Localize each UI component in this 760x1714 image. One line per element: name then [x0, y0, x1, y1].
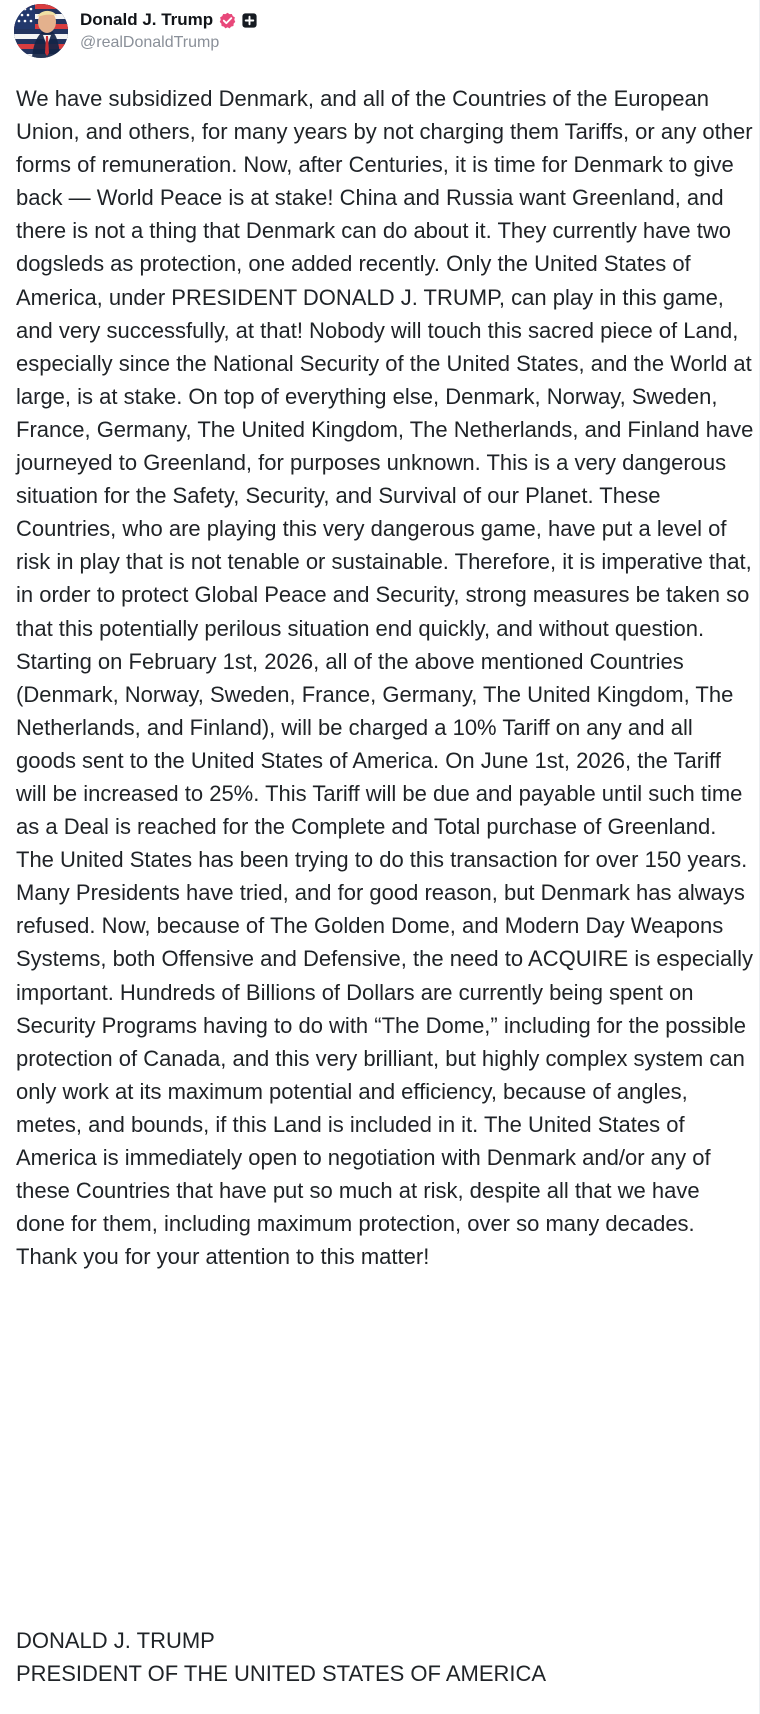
signature-name: DONALD J. TRUMP: [16, 1628, 215, 1653]
signature-title: PRESIDENT OF THE UNITED STATES OF AMERICA: [16, 1661, 547, 1686]
author-handle[interactable]: @realDonaldTrump: [80, 34, 220, 51]
plus-square-icon[interactable]: [241, 12, 258, 29]
post-body: [16, 82, 754, 1273]
post-body-text: We have subsidized Denmark, and all of the Countries of the European Union, and others, for many years by not charging them Tariffs, or any other forms of remuneration. Now, after Centuries, it is time for Denmark to give back — World Peace is at stake! China and Russia want Greenland, and there is not a thing that Denmark can do about it. They currently have two dogsleds as protection, one added recently. Only the United States of America, under PRESIDENT DONALD J. TRUMP, can play in this game, and very successfully, at that! Nobody will touch this sacred piece of Land, especially since the National Security of the United States, and the World at large, is at stake. On top of everything else, Denmark, Norway, Sweden, France, Germany, The United Kingdom, The Netherlands, and Finland have journeyed to Greenland, for purposes unknown. This is a very dangerous situation for the Safety, Security, and Survival of our Planet. These Countries, who are playing this very dangerous game, have put a level of risk in play that is not tenable or sustainable. Therefore, it is imperative that, in order to protect Global Peace and Security, strong measures be taken so that this potentially perilous situation end quickly, and without question. Starting on February 1st, 2026, all of the above mentioned Countries (Denmark, Norway, Sweden, France, Germany, The United Kingdom, The Netherlands, and Finland), will be charged a 10% Tariff on any and all goods sent to the United States of America. On June 1st, 2026, the Tariff will be increased to 25%. This Tariff will be due and payable until such time as a Deal is reached for the Complete and Total purchase of Greenland. The United States has been trying to do this transaction for over 150 years. Many Presidents have tried, and for good reason, but Denmark has always refused. Now, because of The Golden Dome, and Modern Day Weapons Systems, both Offensive and Defensive, the need to ACQUIRE is especially important. Hundreds of Billions of Dollars are currently being spent on Security Programs having to do with “The Dome,” including for the possible protection of Canada, and this very brilliant, but highly complex system can only work at its maximum potential and efficiency, because of angles, metes, and bounds, if this Land is included in it. The United States of America is immediately open to negotiation with Denmark and/or any of these Countries that have put so much at risk, despite all that we have done for them, including maximum protection, over so many decades. Thank you for your attention to this matter!: [16, 86, 754, 1270]
author-name-row: [80, 8, 258, 32]
author-identity: [80, 4, 258, 52]
profile-avatar[interactable]: [14, 4, 68, 58]
verified-badge-icon: [219, 12, 236, 29]
post-signature: [16, 1624, 754, 1690]
author-display-name[interactable]: Donald J. Trump: [80, 10, 214, 29]
post-header: [14, 4, 258, 60]
